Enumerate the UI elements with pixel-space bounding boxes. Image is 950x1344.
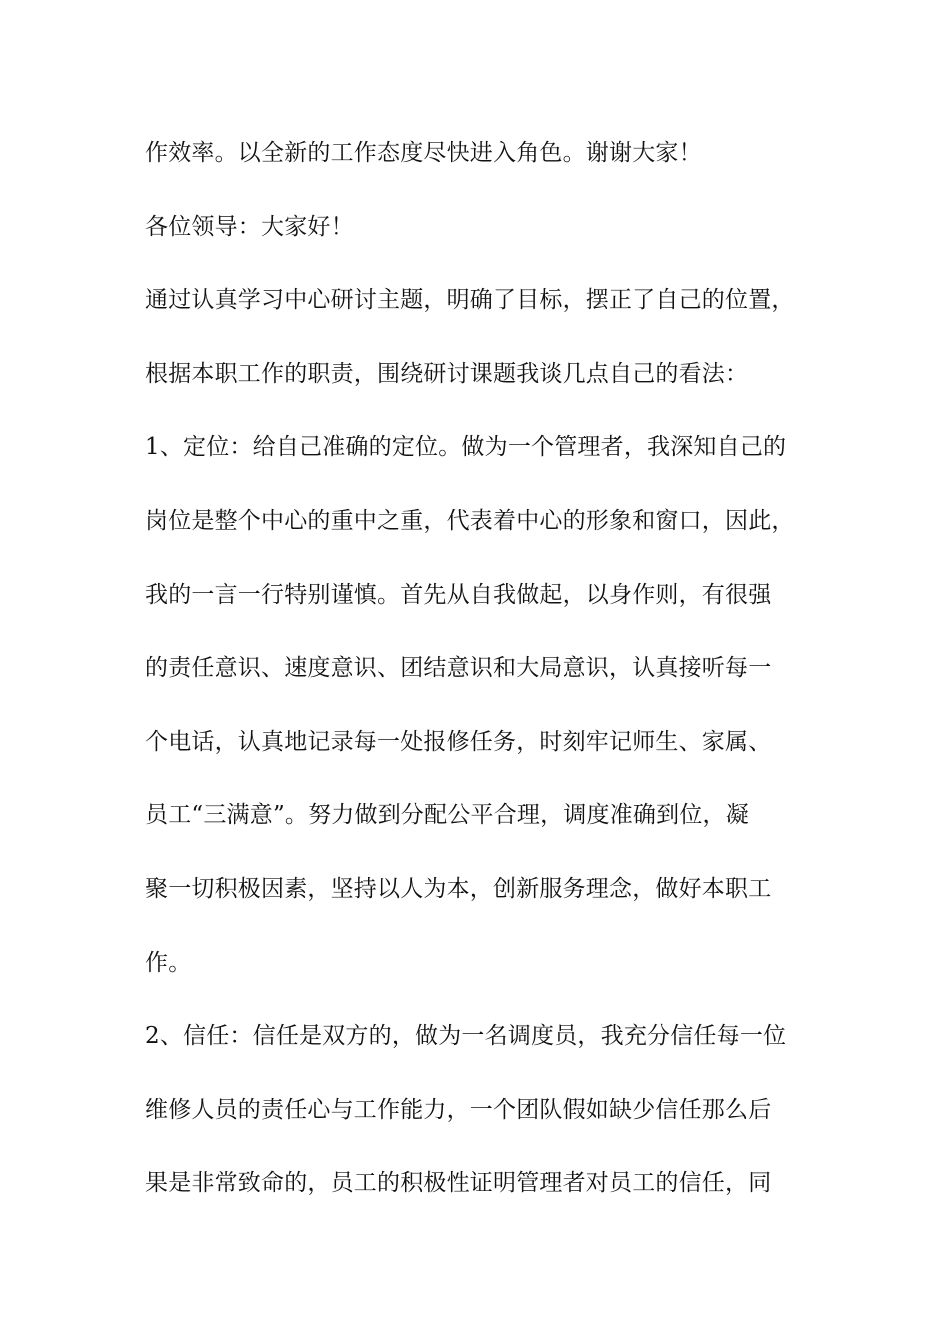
text-line: 通过认真学习中心研讨主题，明确了目标，摆正了自己的位置，	[145, 287, 795, 314]
text-line: 根据本职工作的职责，围绕研讨课题我谈几点自己的看法：	[145, 360, 749, 387]
text-line: 作。	[145, 949, 192, 976]
text-line: 果是非常致命的，员工的积极性证明管理者对员工的信任，同	[145, 1170, 772, 1197]
text-line: 1、定位：给自己准确的定位。做为一个管理者，我深知自己的	[145, 434, 787, 461]
text-line: 各位领导：大家好！	[145, 213, 354, 240]
text-line: 聚一切积极因素，坚持以人为本，创新服务理念，做好本职工	[145, 875, 772, 902]
text-line: 2、信任：信任是双方的，做为一名调度员，我充分信任每一位	[145, 1023, 787, 1050]
text-line: 作效率。以全新的工作态度尽快进入角色。谢谢大家！	[145, 140, 702, 166]
text-line: 的责任意识、速度意识、团结意识和大局意识，认真接听每一	[145, 655, 772, 682]
text-line: 维修人员的责任心与工作能力，一个团队假如缺少信任那么后	[145, 1096, 772, 1123]
document-body	[145, 133, 835, 1237]
text-line: 员工“三满意”。努力做到分配公平合理，调度准确到位，凝	[145, 802, 749, 829]
text-line: 我的一言一行特别谨慎。首先从自我做起，以身作则，有很强	[145, 581, 772, 608]
text-line: 岗位是整个中心的重中之重，代表着中心的形象和窗口，因此，	[145, 507, 795, 534]
text-line: 个电话，认真地记录每一处报修任务，时刻牢记师生、家属、	[145, 728, 772, 755]
